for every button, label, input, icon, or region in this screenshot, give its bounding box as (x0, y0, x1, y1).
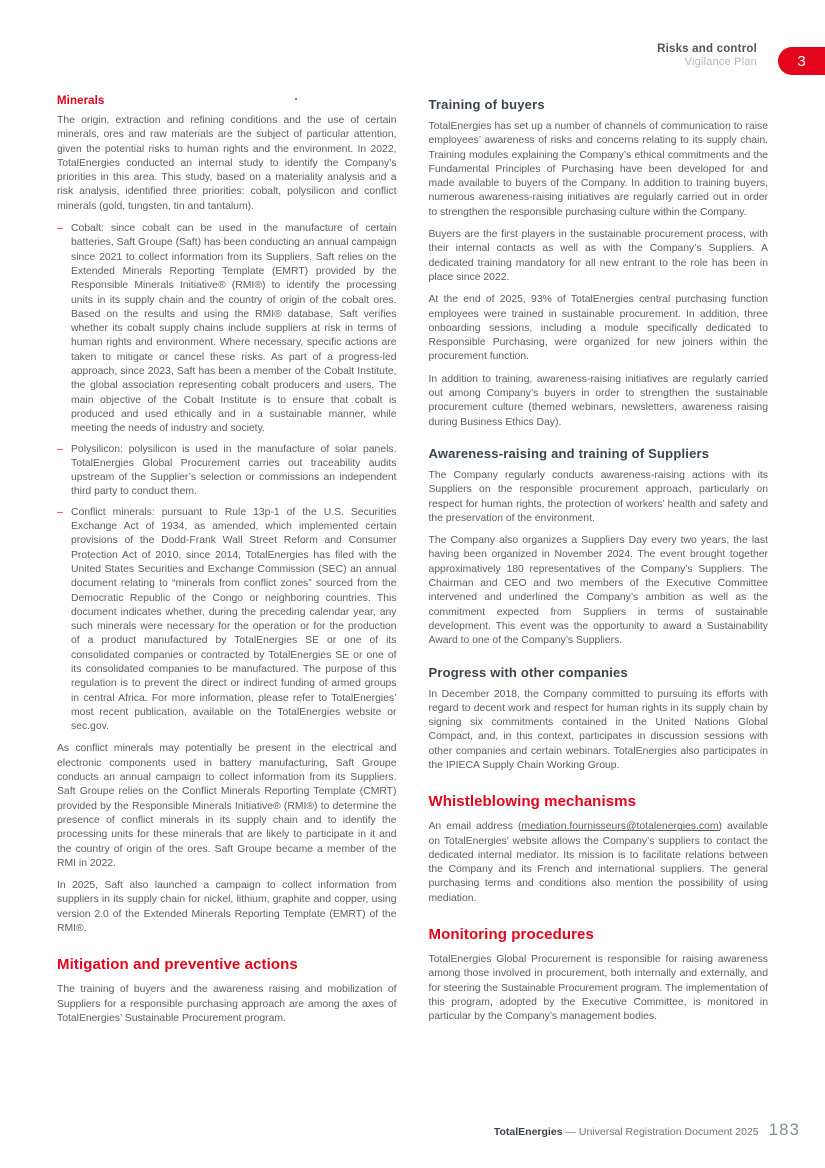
list-item-text: Polysilicon: polysilicon is used in the manufacture of solar panels. TotalEnergies Global Procurement carries out traceability audits upstream of the Supplier’s selection or commissions an independent third party to conduct them. (71, 443, 397, 498)
awareness-paragraph-1: The Company regularly conducts awareness-raising actions with its Suppliers on the responsible procurement approach, particularly on respect for human rights, the protection of workers’ health and safety and the preservation of the environment. (428, 469, 768, 524)
paragraph-text-before-link: An email address ( (428, 821, 522, 833)
minerals-priority-list (57, 222, 397, 734)
footer-page-number: 183 (768, 1120, 800, 1139)
header-section-title: Risks and control (657, 43, 757, 55)
left-column (57, 95, 397, 1034)
bullet-dash: – (57, 443, 63, 455)
whistleblowing-paragraph (429, 820, 769, 906)
list-item-conflict-minerals (57, 506, 397, 735)
minerals-heading: Minerals (57, 95, 105, 107)
training-paragraph-2: Buyers are the first players in the sustainable procurement process, with their internal contacts as well as with the Company’s Suppliers. A dedicated training mandatory for all new entrant to the role has been in place since 2022. (428, 229, 768, 283)
chapter-number-badge: 3 (778, 47, 825, 75)
footer-brand: TotalEnergies (493, 1126, 563, 1138)
mitigation-heading: Mitigation and preventive actions (57, 956, 298, 974)
awareness-paragraph-2: The Company also organizes a Suppliers Day every two years, the last having been organized in November 2024. The event brought together approximatively 180 representatives of the Company’s Suppliers. The Chairman and CEO and two members of the Executive Committee intervened and underlined the Company’s ambition as well as the commitment expected from Suppliers in terms of sustainable development. This event was the opportunity to award a Sustainability Award to one of the Company’s Suppliers. (428, 535, 768, 647)
training-of-buyers-heading: Training of buyers (428, 97, 545, 112)
page-footer (494, 1120, 800, 1140)
paragraph-text-after-link: ) available on TotalEnergies’ website allows the Company’s suppliers to contact the dedicated internal mediator. Its mission is to facilitate relations between the Company and its French and international suppliers. The general purchasing terms and conditions also mention the possibility of using mediation. (428, 821, 768, 904)
list-item-text: Cobalt: since cobalt can be used in the manufacture of certain batteries, Saft Groupe (Saft) has been conducting an annual campaign since 2021 to collect information from its Suppliers. Saft relies on the Extended Minerals Reporting Template (EMRT) provided by the Responsible Minerals Initiative® (RMI®) to identify the processing units in its supply chain and the country of origin of the cobalt ores. Based on the results and using the RMI® database, Saft verifies whether its cobalt supply chains include suppliers at risk in terms of human rights and environment. Where necessary, specific actions are taken to mitigate or cancel these risks. As part of a progress-led approach, since 2023, Saft has been a member of the Cobalt Institute, the global association representing cobalt producers and users. The main objective of the Cobalt Institute is to ensure that cobalt is produced and used ethically and in a sustainable manner, while meeting the needs of industry and society. (71, 223, 397, 435)
list-item-polysilicon (57, 443, 397, 500)
awareness-suppliers-heading: Awareness-raising and training of Suppliers (428, 445, 710, 461)
training-paragraph-4: In addition to training, awareness-raising initiatives are regularly carried out among Company’s buyers in order to strengthen the sustainable procurement culture (themed webinars, newsletters, awareness raising during Business Ethics Day). (428, 373, 768, 428)
two-column-body (57, 95, 768, 1034)
footer-document-title: — Universal Registration Document 2025 (562, 1126, 759, 1138)
training-paragraph-1: TotalEnergies has set up a number of channels of communication to raise employees’ awareness of risks and concerns relating to its supply chain. Training modules explaining the Company’s ethical commitments and the Fundamental Principles of Purchasing have been developed for and made available to buyers of the Company. In addition to training buyers, numerous awareness-raising initiatives are regularly carried out in order to strengthen the responsible purchasing culture within the Company. (428, 121, 768, 218)
minerals-intro-paragraph: The origin, extraction and refining conditions and the use of certain minerals, ores and raw materials are the subject of particular attention, given the potential risks to human rights and the environment. In 2022, TotalEnergies conducted an internal study to identify the Company’s priorities in this area. This study, based on a materiality analysis and a risk analysis, identified three priorities: cobalt, polysilicon and conflict minerals (gold, tungsten, tin and tantalum). (57, 115, 397, 212)
monitoring-heading: Monitoring procedures (428, 926, 594, 944)
right-column (429, 95, 769, 1034)
bullet-dash: – (57, 223, 63, 235)
whistleblowing-heading: Whistleblowing mechanisms (428, 793, 637, 811)
list-item-text: Conflict minerals: pursuant to Rule 13p-1 of the U.S. Securities Exchange Act of 1934, as amended, which implemented certain provisions of the Dodd-Frank Wall Street Reform and Consumer Protection Act of 2010, since 2014, TotalEnergies has filed with the United States Securities and Exchange Commission (SEC) an annual document relating to “minerals from conflict zones” sourced from the Democratic Republic of the Congo or neighboring countries. This document indicates whether, during the preceding calendar year, any such minerals were necessary for the operation or for the production of a product manufactured by TotalEnergies SE or one of its consolidated companies or contracted by TotalEnergies SE or one of its consolidated companies to be manufactured. The purpose of this regulation is to prevent the direct or indirect funding of armed groups in central Africa. For more information, please refer to TotalEnergies’ most recent publication, available on the TotalEnergies website or sec.gov. (71, 506, 397, 733)
header-section-subtitle: Vigilance Plan (684, 56, 757, 69)
emrt-2025-paragraph: In 2025, Saft also launched a campaign to collect information from suppliers in its supply chain for nickel, lithium, graphite and copper, using version 2.0 of the Extended Minerals Reporting Template (EMRT) of the RMI®. (57, 880, 397, 935)
cmrt-paragraph: As conflict minerals may potentially be present in the electrical and electronic components used in battery manufacturing, Saft Groupe conducts an annual campaign to collect information from its Suppliers. Saft Groupe relies on the Conflict Minerals Reporting Template (CMRT) provided by the Responsible Minerals Initiative® (RMI®) to determine the presence of conflict minerals in its supply chain and to identify the processing units for these minerals that are likely to participate in it and the country of origin of the ores. Saft Groupe became a member of the RMI in 2022. (57, 743, 397, 869)
monitoring-paragraph: TotalEnergies Global Procurement is responsible for raising awareness among those involved in procurement, both internally and externally, and for steering the Sustainable Procurement program. The implementation of this program, adopted by the Executive Committee, is monitored in particular by the Company’s management bodies. (428, 954, 768, 1023)
training-paragraph-3: At the end of 2025, 93% of TotalEnergies central purchasing function employees were trained in sustainable procurement. In addition, three onboarding sessions, including a module specifically dedicated to Responsible Purchasing, were organized for new joiners within the procurement function. (428, 294, 768, 363)
running-header (657, 42, 757, 70)
bullet-dash: – (57, 506, 63, 518)
mediation-email-link[interactable]: mediation.fournisseurs@totalenergies.com (521, 821, 719, 833)
progress-companies-heading: Progress with other companies (428, 664, 628, 680)
progress-paragraph: In December 2018, the Company committed to pursuing its efforts with regard to decent work and respect for human rights in its supply chain by signing six commitments contained in the United Nations Global Compact, and, in this context, participates in discussion sessions with other companies and certain webinars. TotalEnergies also participates in the IPIECA Supply Chain Working Group. (428, 688, 768, 771)
list-item-cobalt (57, 222, 397, 436)
mitigation-paragraph: The training of buyers and the awareness raising and mobilization of Suppliers for a responsible purchasing approach are among the axes of TotalEnergies’ Sustainable Procurement program. (57, 984, 397, 1024)
